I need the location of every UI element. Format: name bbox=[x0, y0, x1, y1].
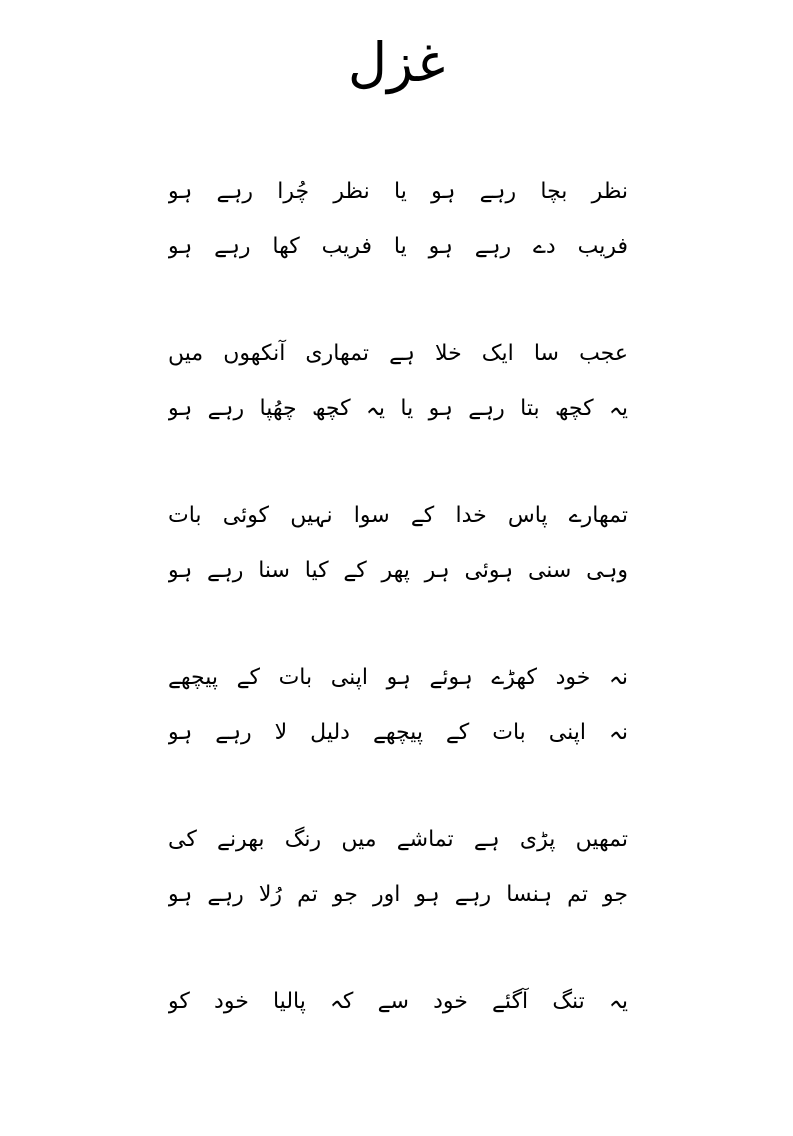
stanza-4 bbox=[168, 650, 628, 812]
stanza-3 bbox=[168, 488, 628, 650]
verse-line: تمھارے پاس خدا کے سوا نہیں کوئی بات bbox=[168, 503, 628, 528]
poem-title: غزل bbox=[347, 31, 446, 94]
verse-line: فریب دے رہے ہو یا فریب کھا رہے ہو bbox=[168, 234, 628, 259]
stanza-5 bbox=[168, 812, 628, 974]
verse-line: یہ تنگ آگئے خود سے کہ پالیا خود کو bbox=[168, 989, 628, 1014]
verse-line: عجب سا ایک خلا ہے تمھاری آنکھوں میں bbox=[168, 341, 628, 366]
verse-line: نہ خود کھڑے ہوئے ہو اپنی بات کے پیچھے bbox=[168, 665, 628, 690]
verse-line: جو تم ہنسا رہے ہو اور جو تم رُلا رہے ہو bbox=[168, 882, 628, 907]
stanza-1 bbox=[168, 164, 628, 326]
stanza-6 bbox=[168, 974, 628, 1136]
verse-line: نہ اپنی بات کے پیچھے دلیل لا رہے ہو bbox=[168, 720, 628, 745]
verse-line: وہی سنی ہوئی ہر پھر کے کیا سنا رہے ہو bbox=[168, 558, 628, 583]
verse-line: یہ کچھ بتا رہے ہو یا یہ کچھ چھُپا رہے ہو bbox=[168, 396, 628, 421]
verse-line: تمھیں پڑی ہے تماشے میں رنگ بھرنے کی bbox=[168, 827, 628, 852]
stanza-2 bbox=[168, 326, 628, 488]
verse-line: نظر بچا رہے ہو یا نظر چُرا رہے ہو bbox=[168, 179, 628, 204]
ghazal-body bbox=[168, 164, 628, 1136]
